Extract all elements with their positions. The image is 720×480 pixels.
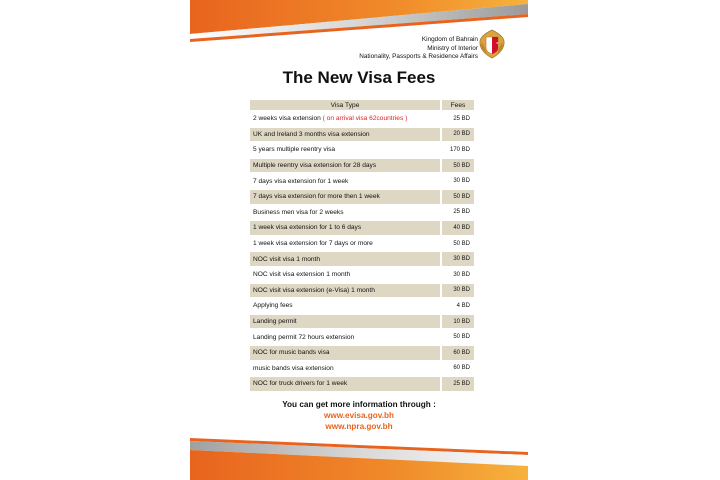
table-row: [250, 361, 474, 377]
visa-type-cell: NOC visit visa extension (e-Visa) 1 month: [250, 283, 441, 299]
visa-type-cell: UK and Ireland 3 months visa extension: [250, 127, 441, 143]
table-row: [250, 251, 474, 267]
fee-cell: 4 BD: [441, 298, 474, 314]
table-row: [250, 220, 474, 236]
table-row: [250, 205, 474, 221]
table-row: [250, 158, 474, 174]
table-row: [250, 298, 474, 314]
more-info-text: You can get more information through :: [282, 400, 436, 409]
fee-cell: 30 BD: [441, 283, 474, 299]
fee-cell: 50 BD: [441, 158, 474, 174]
npra-link[interactable]: www.npra.gov.bh: [325, 422, 393, 431]
visa-type-cell: 5 years multiple reentry visa: [250, 142, 441, 158]
fee-cell: 30 BD: [441, 173, 474, 189]
fee-cell: 60 BD: [441, 345, 474, 361]
visa-type-cell: NOC for truck drivers for 1 week: [250, 376, 441, 391]
org-line-country: Kingdom of Bahrain: [421, 36, 478, 43]
table-row: [250, 376, 474, 391]
visa-type-cell: Applying fees: [250, 298, 441, 314]
visa-type-cell: 1 week visa extension for 1 to 6 days: [250, 220, 441, 236]
table-row: [250, 127, 474, 143]
visa-type-cell: 1 week visa extension for 7 days or more: [250, 236, 441, 252]
visa-type-cell: Business men visa for 2 weeks: [250, 205, 441, 221]
visa-type-column-header: Visa Type: [250, 100, 441, 111]
visa-fees-table: [250, 100, 474, 391]
fee-cell: 50 BD: [441, 329, 474, 345]
evisa-link[interactable]: www.evisa.gov.bh: [323, 411, 395, 420]
fee-cell: 25 BD: [441, 111, 474, 127]
fee-cell: 50 BD: [441, 189, 474, 205]
visa-type-cell: NOC for music bands visa: [250, 345, 441, 361]
visa-type-cell: NOC visit visa 1 month: [250, 251, 441, 267]
fee-cell: 30 BD: [441, 251, 474, 267]
table-row: [250, 236, 474, 252]
visa-type-cell: 7 days visa extension for more then 1 week: [250, 189, 441, 205]
table-row: [250, 173, 474, 189]
table-row: [250, 111, 474, 127]
table-header-row: [250, 100, 474, 111]
visa-type-cell: [250, 111, 441, 127]
visa-type-note: ( on arrival visa 62countries ): [322, 115, 408, 123]
visa-type-cell: Multiple reentry visa extension for 28 days: [250, 158, 441, 174]
fees-column-header: Fees: [441, 100, 474, 111]
bottom-decorative-band: [190, 436, 528, 480]
table-row: [250, 345, 474, 361]
table-row: [250, 314, 474, 330]
visa-type-cell: 7 days visa extension for 1 week: [250, 173, 441, 189]
fee-cell: 30 BD: [441, 267, 474, 283]
fee-cell: 20 BD: [441, 127, 474, 143]
visa-type-text: 2 weeks visa extension: [253, 115, 323, 123]
ministry-header: [359, 36, 478, 62]
org-line-ministry: Ministry of Interior: [427, 44, 478, 52]
bahrain-coat-of-arms-icon: [476, 28, 508, 60]
visa-type-cell: Landing permit 72 hours extension: [250, 329, 441, 345]
visa-type-cell: music bands visa extension: [250, 361, 441, 377]
fee-cell: 25 BD: [441, 205, 474, 221]
fee-cell: 170 BD: [441, 142, 474, 158]
fee-cell: 60 BD: [441, 361, 474, 377]
visa-type-cell: Landing permit: [250, 314, 441, 330]
fee-cell: 40 BD: [441, 220, 474, 236]
table-row: [250, 283, 474, 299]
fee-cell: 50 BD: [441, 236, 474, 252]
fee-cell: 25 BD: [441, 376, 474, 391]
visa-type-cell: NOC visit visa extension 1 month: [250, 267, 441, 283]
document-page: [190, 0, 528, 480]
page-title: The New Visa Fees: [282, 68, 436, 87]
org-line-department: Nationality, Passports & Residence Affairs: [359, 53, 478, 61]
table-row: [250, 142, 474, 158]
fee-cell: 10 BD: [441, 314, 474, 330]
table-row: [250, 329, 474, 345]
table-row: [250, 267, 474, 283]
table-row: [250, 189, 474, 205]
